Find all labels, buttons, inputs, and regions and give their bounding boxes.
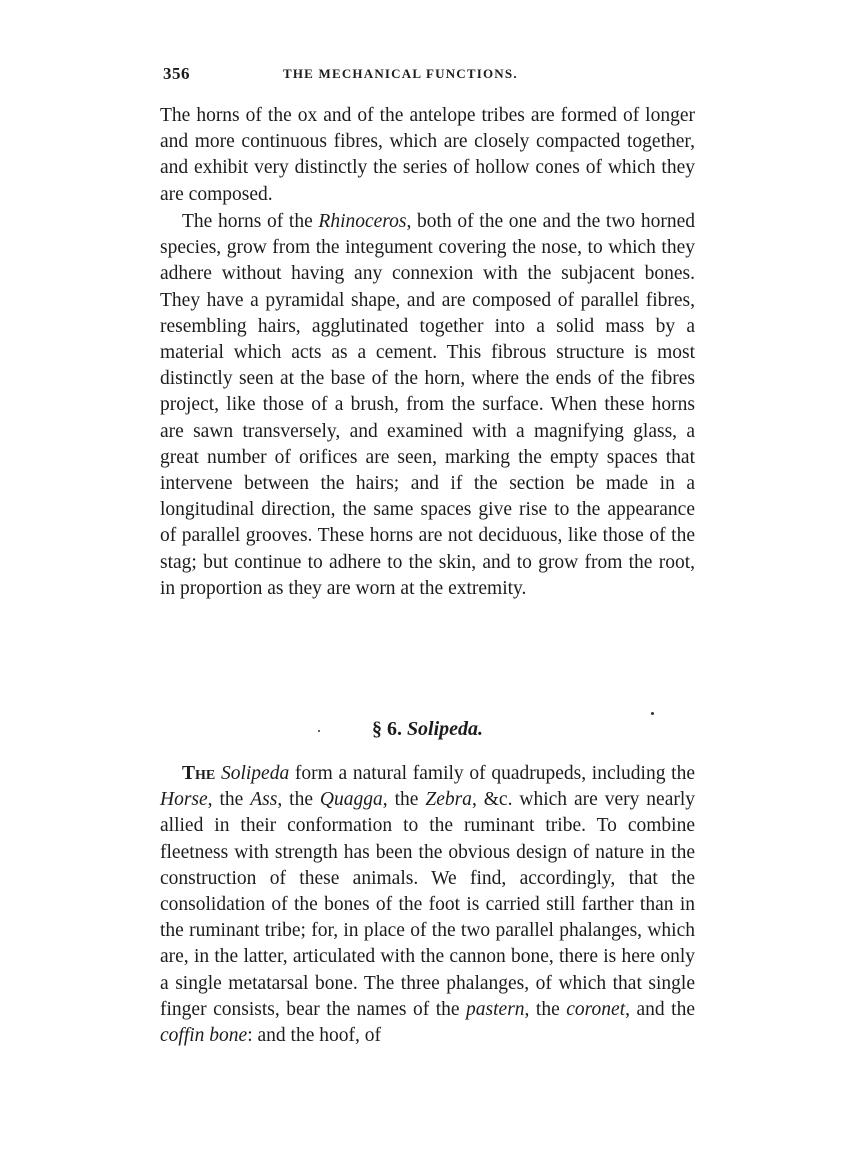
section-number: § 6. (371, 718, 402, 740)
term-horse: Horse (160, 789, 208, 811)
paragraph-text: , the (382, 789, 426, 811)
term-coffin-bone: coffin bone (160, 1025, 248, 1047)
term-ass: Ass (250, 789, 278, 811)
paragraph-solipeda (160, 761, 695, 1049)
paragraph-rhinoceros-horns (160, 209, 695, 602)
section-title: Solipeda. (406, 718, 484, 740)
paragraph-ox-antelope-horns (160, 103, 695, 208)
running-title: THE MECHANICAL FUNCTIONS. (283, 66, 518, 81)
paragraph-text: , the (524, 998, 567, 1020)
term-zebra: Zebra (425, 789, 472, 811)
paragraph-text: The horns of the ox and of the antelope tribes are formed of longer and more continuous fibres, which are closely compacted together, and exhibit very distinctly the series of hollow cones of which they are composed. (160, 105, 695, 205)
paragraph-text: , and the (625, 998, 696, 1020)
term-pastern: pastern (466, 998, 525, 1020)
paragraph-text: , both of the one and the two horned species, grow from the integument covering the nose, to which they adhere without having any connexion with the subjacent bones. They have a pyramidal shape, and are composed of parallel fibres, resembling hairs, agglutinated together into a solid mass by a material which acts as a cement. This fibrous structure is most distinctly seen at the base of the horn, where the ends of the fibres project, like those of a brush, from the surface. When these horns are sawn transversely, and examined with a magnifying glass, a great number of orifices are seen, marking the empty spaces that intervene between the hairs; and if the section be made in a longitudinal direction, the same spaces give rise to the appearance of parallel grooves. These horns are not deciduous, like those of the stag; but continue to adhere to the skin, and to grow from the root, in proportion as they are worn at the extremity. (160, 211, 696, 599)
paragraph-text: , the (207, 789, 251, 811)
paragraph-text: form a natural family of quadrupeds, including the (289, 763, 696, 784)
term-solipeda: Solipeda (220, 763, 290, 784)
term-coronet: coronet (566, 998, 626, 1020)
running-head (163, 64, 693, 86)
paragraph-text: : and the hoof, of (247, 1025, 381, 1047)
page-number: 356 (163, 64, 190, 83)
paragraph-text: , the (277, 789, 320, 811)
print-speck (318, 730, 320, 732)
section-heading (160, 718, 695, 741)
paragraph-text: The horns of the (182, 211, 319, 232)
term-quagga: Quagga (319, 789, 383, 811)
term-rhinoceros: Rhinoceros (318, 211, 407, 232)
paragraph-text: , &c. which are very nearly allied in their conformation to the ruminant tribe. To combine fleetness with strength has been the obvious design of nature in the construction of these animals. We find, accordingly, that the consolidation of the bones of the foot is carried still farther than in the ruminant tribe; for, in place of the two parallel phalanges, which are, in the latter, articulated with the cannon bone, there is here only a single metatarsal bone. The three phalanges, of which that single finger consists, bear the names of the (160, 789, 696, 1020)
print-speck (651, 712, 654, 715)
paragraph-lead-word: The (182, 763, 216, 784)
